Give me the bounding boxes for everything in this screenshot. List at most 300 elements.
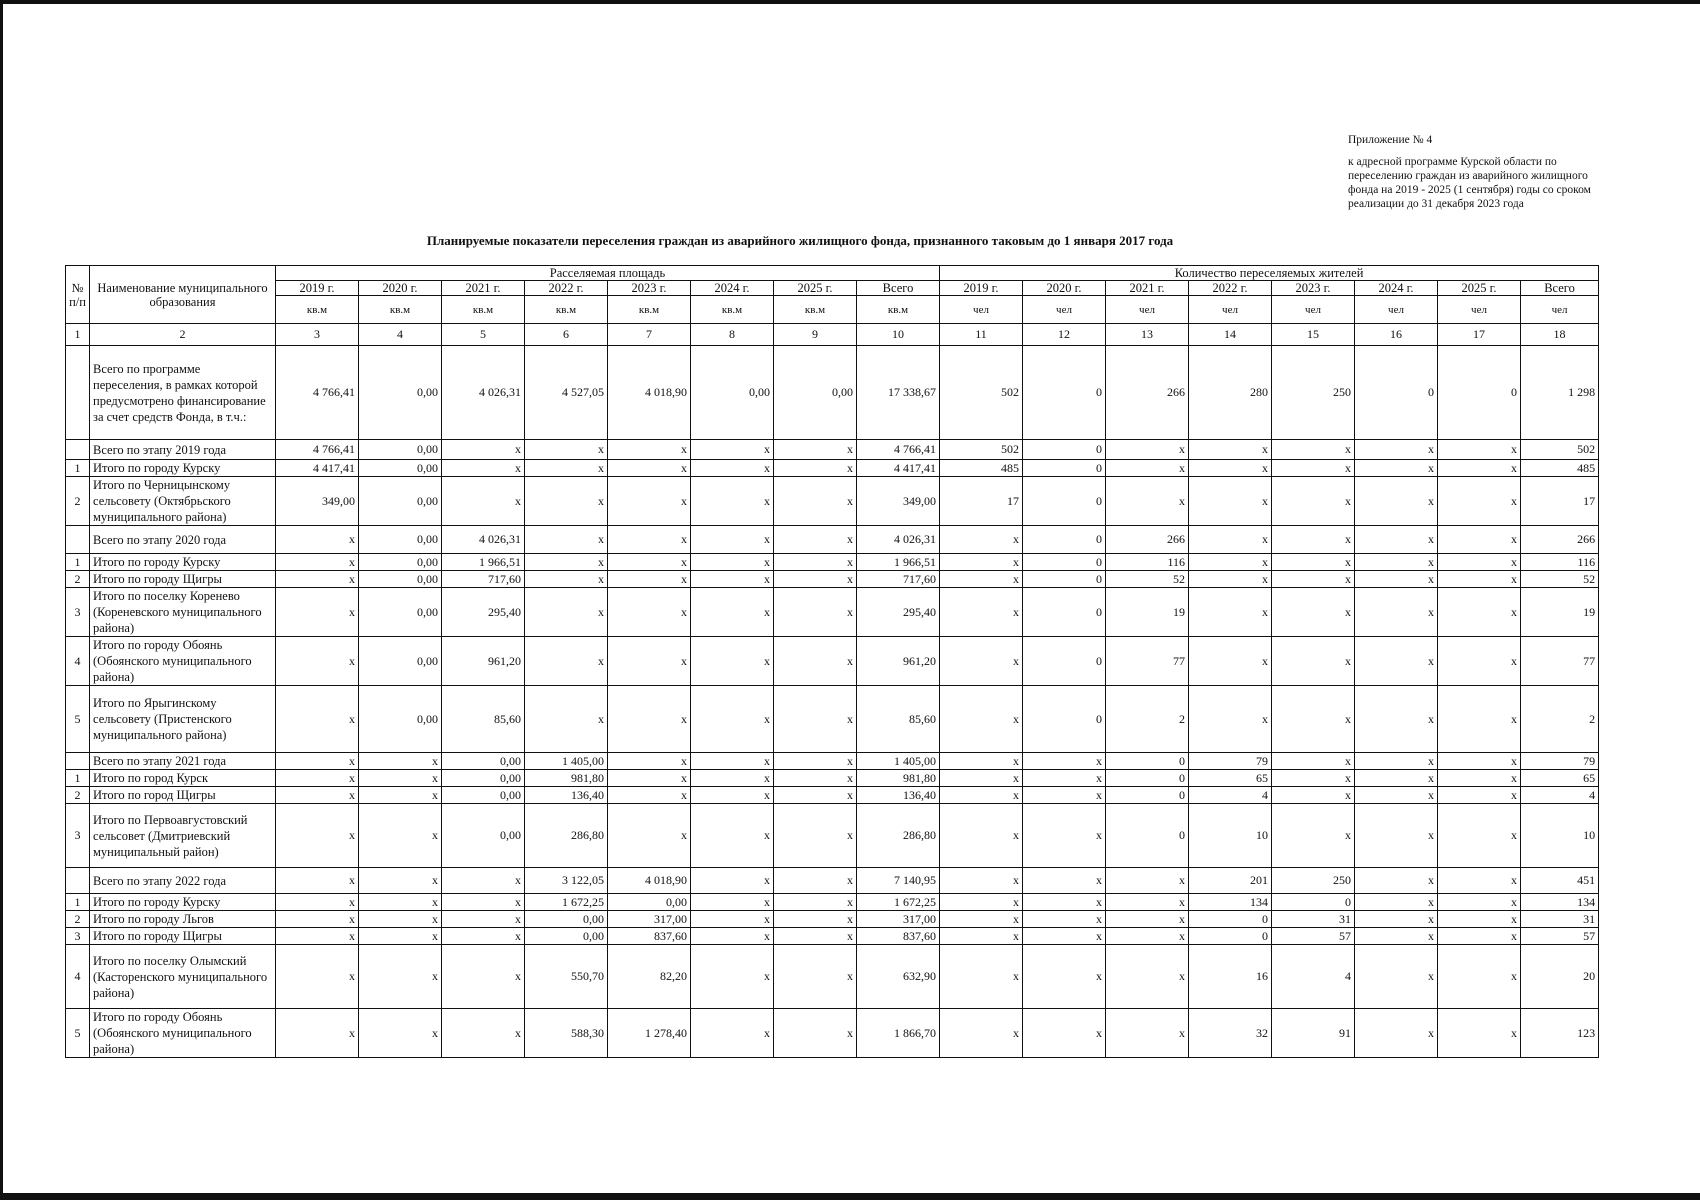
area-value: 0,00 (525, 911, 608, 928)
area-value: 550,70 (525, 945, 608, 1009)
people-value: x (1438, 477, 1521, 526)
area-value: 0,00 (359, 477, 442, 526)
people-value: 502 (940, 346, 1023, 440)
area-value: x (442, 894, 525, 911)
people-value: 0 (1023, 526, 1106, 554)
area-value: x (774, 477, 857, 526)
people-value: 0 (1106, 787, 1189, 804)
area-value: x (442, 911, 525, 928)
people-value: 91 (1272, 1009, 1355, 1058)
area-value: 4 018,90 (608, 868, 691, 894)
area-value: 1 672,25 (857, 894, 940, 911)
area-value: x (774, 753, 857, 770)
header-year-area-6: 2025 г. (774, 281, 857, 296)
people-value: x (940, 571, 1023, 588)
table-row (66, 554, 1599, 571)
area-value: x (774, 770, 857, 787)
header-unit-row (66, 296, 1599, 324)
header-unit-people-3: чел (1189, 296, 1272, 324)
table-row (66, 945, 1599, 1009)
row-number: 1 (66, 554, 90, 571)
area-value: x (276, 526, 359, 554)
row-number: 2 (66, 477, 90, 526)
people-value: x (1272, 637, 1355, 686)
area-value: x (442, 477, 525, 526)
area-value: x (276, 637, 359, 686)
area-value: x (276, 686, 359, 753)
people-value: x (1106, 440, 1189, 460)
area-value: x (774, 894, 857, 911)
people-value: 250 (1272, 868, 1355, 894)
row-name: Итого по городу Курску (90, 460, 276, 477)
area-value: x (774, 804, 857, 868)
row-name: Итого по поселку Коренево (Кореневского муниципального района) (90, 588, 276, 637)
area-value: x (608, 440, 691, 460)
people-value: x (1106, 911, 1189, 928)
people-value: x (1438, 911, 1521, 928)
area-value: x (359, 787, 442, 804)
people-value: x (1023, 911, 1106, 928)
people-value: x (1189, 477, 1272, 526)
area-value: 317,00 (608, 911, 691, 928)
area-value: x (691, 554, 774, 571)
people-value: x (1438, 571, 1521, 588)
area-value: x (359, 928, 442, 945)
people-value: 16 (1189, 945, 1272, 1009)
row-number: 3 (66, 804, 90, 868)
row-name: Итого по город Курск (90, 770, 276, 787)
people-value: 77 (1106, 637, 1189, 686)
people-value: 52 (1521, 571, 1599, 588)
area-value: x (525, 554, 608, 571)
people-value: x (1438, 637, 1521, 686)
table-row (66, 894, 1599, 911)
area-value: x (442, 928, 525, 945)
people-value: x (940, 911, 1023, 928)
area-value: x (276, 787, 359, 804)
row-name: Всего по программе переселения, в рамках которой предусмотрено финансирование за счет средств Фонда, в т.ч.: (90, 346, 276, 440)
row-number: 3 (66, 588, 90, 637)
people-value: x (1189, 571, 1272, 588)
people-value: x (1355, 477, 1438, 526)
table-row (66, 753, 1599, 770)
row-number: 5 (66, 686, 90, 753)
header-unit-people-4: чел (1272, 296, 1355, 324)
area-value: x (691, 911, 774, 928)
column-number-13: 13 (1106, 324, 1189, 346)
area-value: 0,00 (525, 928, 608, 945)
people-value: 2 (1106, 686, 1189, 753)
area-value: 317,00 (857, 911, 940, 928)
people-value: x (1189, 637, 1272, 686)
header-group-people: Количество переселяемых жителей (940, 266, 1599, 281)
column-number-15: 15 (1272, 324, 1355, 346)
people-value: x (1272, 477, 1355, 526)
table-row (66, 787, 1599, 804)
row-name: Итого по городу Щигры (90, 928, 276, 945)
row-name: Всего по этапу 2022 года (90, 868, 276, 894)
area-value: x (691, 637, 774, 686)
table-row (66, 346, 1599, 440)
area-value: x (691, 787, 774, 804)
area-value: 4 018,90 (608, 346, 691, 440)
row-name: Итого по Ярыгинскому сельсовету (Пристенского муниципального района) (90, 686, 276, 753)
people-value: 17 (940, 477, 1023, 526)
people-value: 77 (1521, 637, 1599, 686)
people-value: x (1272, 440, 1355, 460)
people-value: x (1438, 1009, 1521, 1058)
people-value: x (1438, 804, 1521, 868)
area-value: x (276, 588, 359, 637)
area-value: x (442, 945, 525, 1009)
people-value: x (1272, 753, 1355, 770)
people-value: 280 (1189, 346, 1272, 440)
area-value: x (442, 868, 525, 894)
row-name: Всего по этапу 2020 года (90, 526, 276, 554)
area-value: 0,00 (442, 753, 525, 770)
people-value: 31 (1521, 911, 1599, 928)
people-value: 266 (1106, 346, 1189, 440)
people-value: x (1355, 1009, 1438, 1058)
row-name: Итого по городу Курску (90, 894, 276, 911)
row-number (66, 440, 90, 460)
table-row (66, 477, 1599, 526)
people-value: x (940, 753, 1023, 770)
header-unit-area-4: кв.м (608, 296, 691, 324)
area-value: x (691, 770, 774, 787)
area-value: x (691, 686, 774, 753)
people-value: 19 (1106, 588, 1189, 637)
header-year-area-0: 2019 г. (276, 281, 359, 296)
column-number-6: 6 (525, 324, 608, 346)
area-value: 4 766,41 (276, 346, 359, 440)
people-value: x (1438, 868, 1521, 894)
people-value: 0 (1106, 770, 1189, 787)
area-value: x (691, 1009, 774, 1058)
people-value: x (1272, 526, 1355, 554)
area-value: 1 672,25 (525, 894, 608, 911)
area-value: 0,00 (442, 770, 525, 787)
header-year-area-1: 2020 г. (359, 281, 442, 296)
people-value: 0 (1023, 637, 1106, 686)
people-value: 0 (1438, 346, 1521, 440)
area-value: x (525, 460, 608, 477)
people-value: 20 (1521, 945, 1599, 1009)
area-value: x (359, 770, 442, 787)
row-name: Всего по этапу 2019 года (90, 440, 276, 460)
area-value: x (774, 945, 857, 1009)
area-value: x (774, 440, 857, 460)
area-value: 7 140,95 (857, 868, 940, 894)
people-value: x (1272, 588, 1355, 637)
column-number-12: 12 (1023, 324, 1106, 346)
area-value: x (276, 868, 359, 894)
area-value: 632,90 (857, 945, 940, 1009)
people-value: x (1272, 554, 1355, 571)
header-num: № п/п (66, 266, 90, 324)
area-value: x (774, 1009, 857, 1058)
people-value: x (1023, 868, 1106, 894)
area-value: x (691, 477, 774, 526)
area-value: x (774, 868, 857, 894)
people-value: x (1438, 787, 1521, 804)
header-unit-area-2: кв.м (442, 296, 525, 324)
area-value: 4 766,41 (276, 440, 359, 460)
area-value: x (276, 804, 359, 868)
area-value: 0,00 (359, 554, 442, 571)
area-value: 0,00 (359, 526, 442, 554)
people-value: x (1438, 440, 1521, 460)
people-value: 266 (1106, 526, 1189, 554)
area-value: 17 338,67 (857, 346, 940, 440)
people-value: x (1438, 686, 1521, 753)
people-value: x (1272, 804, 1355, 868)
area-value: x (359, 894, 442, 911)
people-value: 52 (1106, 571, 1189, 588)
area-value: 1 405,00 (525, 753, 608, 770)
area-value: x (276, 753, 359, 770)
header-unit-people-7: чел (1521, 296, 1599, 324)
people-value: x (1023, 753, 1106, 770)
header-column-numbers-row (66, 324, 1599, 346)
people-value: x (1355, 787, 1438, 804)
people-value: x (1355, 686, 1438, 753)
row-name: Итого по городу Щигры (90, 571, 276, 588)
header-name: Наименование муниципального образования (90, 266, 276, 324)
row-number: 2 (66, 787, 90, 804)
people-value: x (940, 787, 1023, 804)
header-year-people-7: Всего (1521, 281, 1599, 296)
area-value: x (774, 637, 857, 686)
area-value: x (525, 637, 608, 686)
area-value: x (608, 637, 691, 686)
area-value: x (442, 460, 525, 477)
header-year-area-4: 2023 г. (608, 281, 691, 296)
people-value: x (1355, 571, 1438, 588)
area-value: x (608, 787, 691, 804)
area-value: 0,00 (359, 588, 442, 637)
column-number-4: 4 (359, 324, 442, 346)
people-value: 485 (1521, 460, 1599, 477)
people-value: x (1189, 588, 1272, 637)
row-number: 3 (66, 928, 90, 945)
area-value: x (525, 477, 608, 526)
people-value: x (1272, 571, 1355, 588)
people-value: x (1355, 928, 1438, 945)
area-value: 295,40 (857, 588, 940, 637)
people-value: 134 (1521, 894, 1599, 911)
area-value: x (276, 571, 359, 588)
table-row (66, 686, 1599, 753)
area-value: x (774, 571, 857, 588)
column-number-2: 2 (90, 324, 276, 346)
scan-edge-bottom (0, 1193, 1700, 1200)
people-value: x (1189, 526, 1272, 554)
header-unit-area-0: кв.м (276, 296, 359, 324)
people-value: 116 (1521, 554, 1599, 571)
people-value: x (1023, 894, 1106, 911)
people-value: x (1189, 440, 1272, 460)
people-value: 0 (1189, 911, 1272, 928)
row-number: 5 (66, 1009, 90, 1058)
table-row (66, 804, 1599, 868)
area-value: x (691, 753, 774, 770)
area-value: 4 417,41 (857, 460, 940, 477)
area-value: x (276, 770, 359, 787)
people-value: x (1438, 753, 1521, 770)
area-value: 717,60 (442, 571, 525, 588)
people-value: 0 (1355, 346, 1438, 440)
people-value: x (1355, 588, 1438, 637)
header-group-row (66, 266, 1599, 281)
header-year-area-5: 2024 г. (691, 281, 774, 296)
people-value: x (1438, 526, 1521, 554)
area-value: 136,40 (857, 787, 940, 804)
area-value: 82,20 (608, 945, 691, 1009)
area-value: x (691, 588, 774, 637)
area-value: x (276, 1009, 359, 1058)
area-value: x (442, 1009, 525, 1058)
people-value: 134 (1189, 894, 1272, 911)
people-value: x (1189, 686, 1272, 753)
area-value: x (691, 945, 774, 1009)
people-value: x (1438, 894, 1521, 911)
people-value: 502 (940, 440, 1023, 460)
row-name: Всего по этапу 2021 года (90, 753, 276, 770)
area-value: x (691, 460, 774, 477)
area-value: x (774, 911, 857, 928)
people-value: x (1355, 753, 1438, 770)
people-value: x (1355, 554, 1438, 571)
header-year-people-5: 2024 г. (1355, 281, 1438, 296)
area-value: x (774, 588, 857, 637)
area-value: 961,20 (442, 637, 525, 686)
area-value: 4 527,05 (525, 346, 608, 440)
area-value: 349,00 (857, 477, 940, 526)
people-value: 0 (1272, 894, 1355, 911)
area-value: x (774, 686, 857, 753)
people-value: x (1355, 637, 1438, 686)
people-value: 79 (1189, 753, 1272, 770)
resettlement-table (65, 265, 1599, 1058)
area-value: 961,20 (857, 637, 940, 686)
row-number: 1 (66, 894, 90, 911)
area-value: 3 122,05 (525, 868, 608, 894)
column-number-5: 5 (442, 324, 525, 346)
area-value: x (608, 753, 691, 770)
header-unit-area-5: кв.м (691, 296, 774, 324)
people-value: 10 (1189, 804, 1272, 868)
area-value: x (691, 440, 774, 460)
people-value: 116 (1106, 554, 1189, 571)
area-value: x (608, 526, 691, 554)
header-year-people-2: 2021 г. (1106, 281, 1189, 296)
people-value: 250 (1272, 346, 1355, 440)
area-value: 295,40 (442, 588, 525, 637)
area-value: 1 966,51 (857, 554, 940, 571)
column-number-14: 14 (1189, 324, 1272, 346)
people-value: x (1438, 588, 1521, 637)
area-value: x (691, 928, 774, 945)
appendix-note (1348, 133, 1598, 211)
people-value: 65 (1521, 770, 1599, 787)
people-value: 0 (1023, 686, 1106, 753)
area-value: x (525, 526, 608, 554)
people-value: 10 (1521, 804, 1599, 868)
people-value: 19 (1521, 588, 1599, 637)
people-value: x (1438, 770, 1521, 787)
area-value: 981,80 (857, 770, 940, 787)
area-value: x (525, 686, 608, 753)
people-value: 32 (1189, 1009, 1272, 1058)
people-value: x (940, 868, 1023, 894)
column-number-3: 3 (276, 324, 359, 346)
area-value: 0,00 (442, 787, 525, 804)
column-number-11: 11 (940, 324, 1023, 346)
people-value: 485 (940, 460, 1023, 477)
header-year-area-7: Всего (857, 281, 940, 296)
people-value: x (1106, 928, 1189, 945)
people-value: x (940, 945, 1023, 1009)
row-number (66, 868, 90, 894)
people-value: x (940, 686, 1023, 753)
area-value: 349,00 (276, 477, 359, 526)
people-value: x (940, 894, 1023, 911)
area-value: x (774, 460, 857, 477)
people-value: x (1023, 945, 1106, 1009)
people-value: 0 (1023, 554, 1106, 571)
header-unit-area-7: кв.м (857, 296, 940, 324)
row-name: Итого по городу Курску (90, 554, 276, 571)
area-value: x (525, 571, 608, 588)
area-value: 1 866,70 (857, 1009, 940, 1058)
people-value: x (1438, 928, 1521, 945)
people-value: 0 (1023, 588, 1106, 637)
area-value: x (691, 804, 774, 868)
people-value: 4 (1521, 787, 1599, 804)
people-value: 0 (1189, 928, 1272, 945)
header-year-row (66, 281, 1599, 296)
people-value: x (1106, 460, 1189, 477)
header-unit-people-2: чел (1106, 296, 1189, 324)
row-number: 4 (66, 637, 90, 686)
area-value: x (691, 571, 774, 588)
people-value: 31 (1272, 911, 1355, 928)
area-value: x (691, 868, 774, 894)
area-value: x (359, 804, 442, 868)
row-name: Итого по Первоавгустовский сельсовет (Дмитриевский муниципальный район) (90, 804, 276, 868)
area-value: 136,40 (525, 787, 608, 804)
people-value: 2 (1521, 686, 1599, 753)
area-value: 85,60 (857, 686, 940, 753)
people-value: 79 (1521, 753, 1599, 770)
area-value: 286,80 (525, 804, 608, 868)
people-value: x (1106, 1009, 1189, 1058)
people-value: 0 (1023, 477, 1106, 526)
people-value: 201 (1189, 868, 1272, 894)
people-value: 0 (1106, 804, 1189, 868)
people-value: x (1438, 554, 1521, 571)
table-row (66, 770, 1599, 787)
people-value: x (1272, 787, 1355, 804)
row-number (66, 526, 90, 554)
area-value: 837,60 (608, 928, 691, 945)
table-row (66, 1009, 1599, 1058)
area-value: x (774, 526, 857, 554)
area-value: 4 417,41 (276, 460, 359, 477)
area-value: x (276, 894, 359, 911)
table-row (66, 588, 1599, 637)
